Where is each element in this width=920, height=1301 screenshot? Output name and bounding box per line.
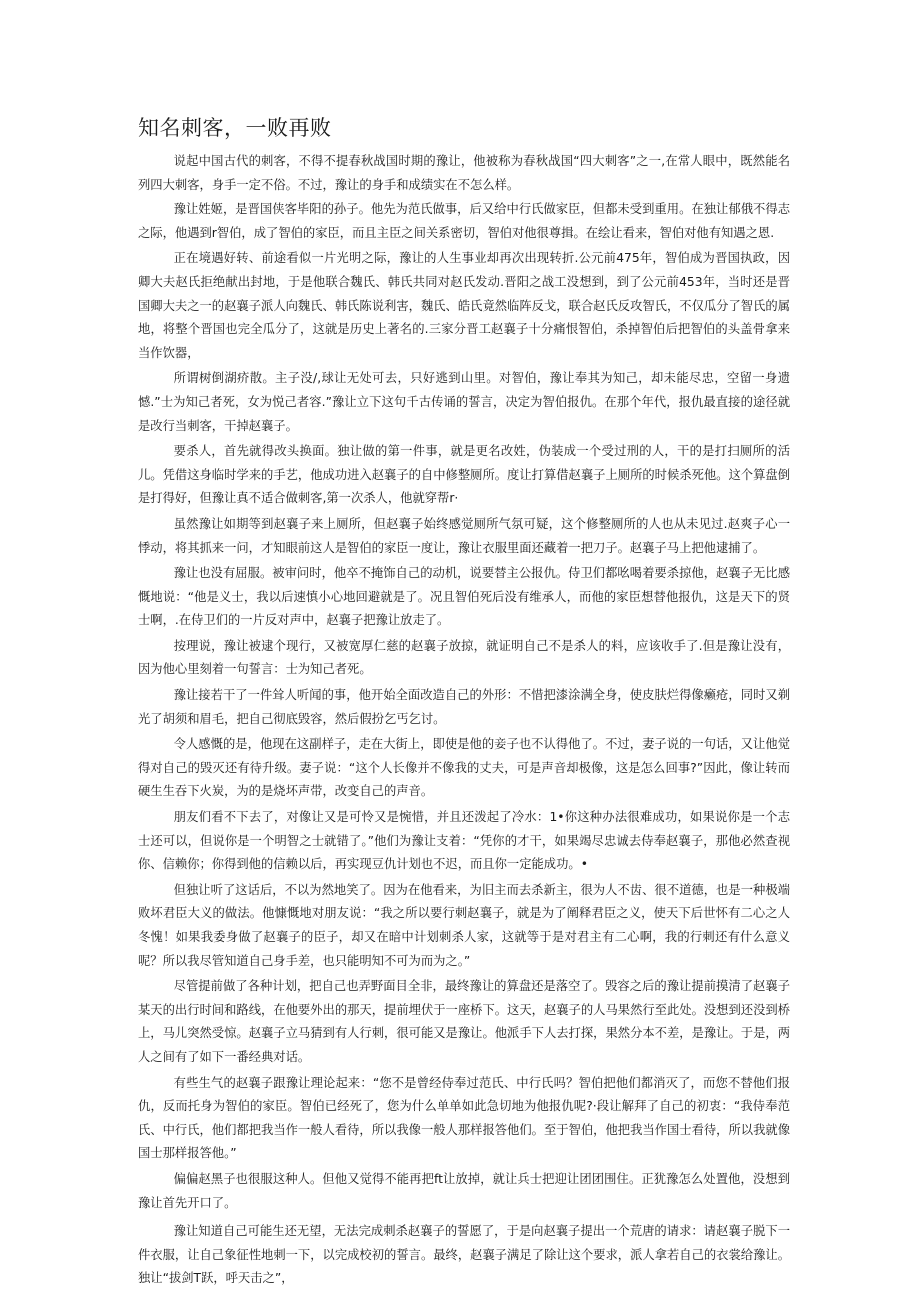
paragraph: 说起中国古代的刺客，不得不提春秋战国时期的豫让，他被称为春秋战国“四大刺客”之一,在常人眼中，既然能名列四大刺客，身手一定不俗。不过，豫让的身手和成绩实在不怎么样。 (138, 154, 790, 192)
paragraph: 要杀人，首先就得改头换面。独让做的第一件事，就是更名改姓，伪装成一个受过刑的人，干的是打扫厕所的活儿。凭借这身临时学来的手艺，他成功进入赵襄子的自中修整厕所。度让打算借赵襄子上厕所的时候杀死他。这个算盘倒是打得好，但豫让真不适合做刺客,第一次杀人，他就穿帮r· (138, 444, 790, 506)
paragraph: 正在境遇好转、前途看似一片光明之际，豫让的人生事业却再次出现转折.公元前475年，智伯成为晋国执政，因卿大夫赵氏拒绝献出封地，于是他联合魏氏、韩氏共同对赵氏发动.晋阳之战工没想到，到了公元前453年，当时还是晋国卿大夫之一的赵襄子派人向魏氏、韩氏陈说利害，魏氏、皓氏竟然临阵反戈，联合赵氏反攻智氏，不仅瓜分了智氏的属地，将整个晋国也完全瓜分了，这就是历史上著名的.三家分晋工赵襄子十分痛恨智伯，杀掉智伯后把智伯的头盖骨拿来当作饮器， (138, 251, 790, 360)
paragraph: 但独让听了这话后，不以为然地笑了。因为在他看来，为旧主而去杀新主，很为人不齿、很不道德，也是一种极端败坏君臣大义的做法。他慷慨地对朋友说：“我之所以要行刺赵襄子，就是为了阐释君臣之义，使天下后世怀有二心之人冬愧！如果我委身做了赵襄子的臣子，却又在暗中计划刺杀人家，这就等于是对君主有二心啊，我的行刺还有什么意义呢？所以我尽管知道自己身手差，也只能明知不可为而为之。” (138, 882, 790, 968)
paragraph: 尽管提前做了各种计划，把自己也弄野面目全非，最终豫让的算盘还是落空了。毁容之后的豫让提前摸清了赵襄子某天的出行时间和路线，在他要外出的那天，提前埋伏于一座桥下。这天，赵襄子的人马果然行至此处。没想到还没到桥上，马儿突然受惊。赵襄子立马猜到有人行刺，很可能又是豫让。他派手下人去打探，果然分本不差，是豫让。于是，两人之间有了如下一番经典对话。 (138, 979, 790, 1064)
paragraph: 豫让知道自己可能生还无望，无法完成刺杀赵襄子的誓愿了，于是向赵襄子提出一个荒唐的请求：请赵襄子脱下一件衣服，让自己象征性地刺一下，以完成校初的誓言。最终，赵襄子满足了除让这个要求，派人拿若自己的衣裳给豫让。独让“拔剑T跃，呼天击之”， (138, 1224, 790, 1286)
paragraph: 按理说，豫让被逮个现行，又被宽厚仁慈的赵襄子放掠，就证明自己不是杀人的料，应该收手了.但是豫让没有，因为他心里刻着一句誓言：士为知己者死。 (138, 638, 790, 677)
paragraph: 令人感慨的是，他现在这副样子，走在大街上，即使是他的妾子也不认得他了。不过，妻子说的一句话，又让他觉得对自己的毁灭还有待升级。妻子说：“这个人长像并不像我的丈夫，可是声音却极像，这是怎么回事?”因此，像让转而硬生生吞下火炭，为的是烧坏声带，改变自己的声音。 (138, 737, 790, 799)
paragraph: 豫让接若干了一件耸人听闻的事，他开始全面改造自己的外形：不惜把漆涂满全身，使皮肤烂得像癞疮，同时又剃光了胡须和眉毛，把自己彻底毁容，然后假扮乞丐乞讨。 (138, 688, 790, 726)
article-title: 知名刺客，一败再败 (138, 116, 332, 140)
paragraph: 有些生气的赵襄子跟豫让理论起来：“您不是曾经侍奉过范氏、中行氏吗？智伯把他们都消灭了，而您不替他们报仇，反而托身为智伯的家臣。智伯已经死了，您为什么单单如此急切地为他报仇呢?·段让解拜了自己的初衷：“我侍奉范氏、中行氏，他们都把我当作一般人看待，所以我像一般人那样报答他们。至于智伯，他把我当作国士看待，所以我就像国士那样报答他。” (138, 1075, 790, 1161)
paragraph: 朋友们看不下去了，对像让又是可怜又是惋惜，并且还泼起了冷水：1•你这种办法很难成功，如果说你是一个志士还可以，但说你是一个明智之士就错了。”他们为豫让支着：“凭你的才干，如果竭尽忠诚去侍奉赵襄子，那他必然查视你、信赖你；你得到他的信赖以后，再实现豆仇计划也不迟，而且你一定能成功。• (138, 810, 790, 872)
paragraph: 偏偏赵黑子也很服这种人。但他又觉得不能再把ft让放掉，就让兵士把迎让团团围住。正犹豫怎么处置他，没想到豫让首先开口了。 (138, 1171, 790, 1210)
paragraph: 所谓树倒湖疥散。主子没/,球让无处可去，只好逃到山里。对智伯，豫让奉其为知己，却未能尽忠，空留一身遗憾.”士为知己者死，女为悦己者容.”豫让立下这句千古传诵的誓言，决定为智伯报仇。在那个年代，报仇最直接的途径就是改行当刺客，干掉赵襄子。 (138, 371, 790, 433)
paragraph: 豫让也没有屈服。被审问时，他卒不掩饰自己的动机，说要替主公报仇。侍卫们都吆喝着要杀掠他，赵襄子无比感慨地说：“他是义士，我以后速慎小心地回避就是了。况且智伯死后没有维承人，而他的家臣想替他报仇，这是天下的贤士啊，.在侍卫们的一片反对声中，赵襄子把豫让放走了。 (138, 566, 790, 628)
article-body (138, 150, 790, 1291)
paragraph: 虽然豫让如期等到赵襄子来上厕所，但赵襄子始终感觉厕所气氛可疑，这个修整厕所的人也从未见过.赵爽子心一悸动，将其抓来一问，才知眼前这人是智伯的家臣一度让，豫让衣服里面还藏着一把刀子。赵襄子马上把他逮捕了。 (138, 516, 790, 555)
paragraph: 豫让姓姬，是晋国侠客毕阳的孙子。他先为范氏做事，后又给中行氏做家臣，但都未受到重用。在独让郁俄不得志之际，他遇到r智伯，成了智伯的家臣，而且主臣之间关系密切，智伯对他很尊揖。在绘让看来，智伯对他有知遇之恩. (138, 202, 790, 240)
